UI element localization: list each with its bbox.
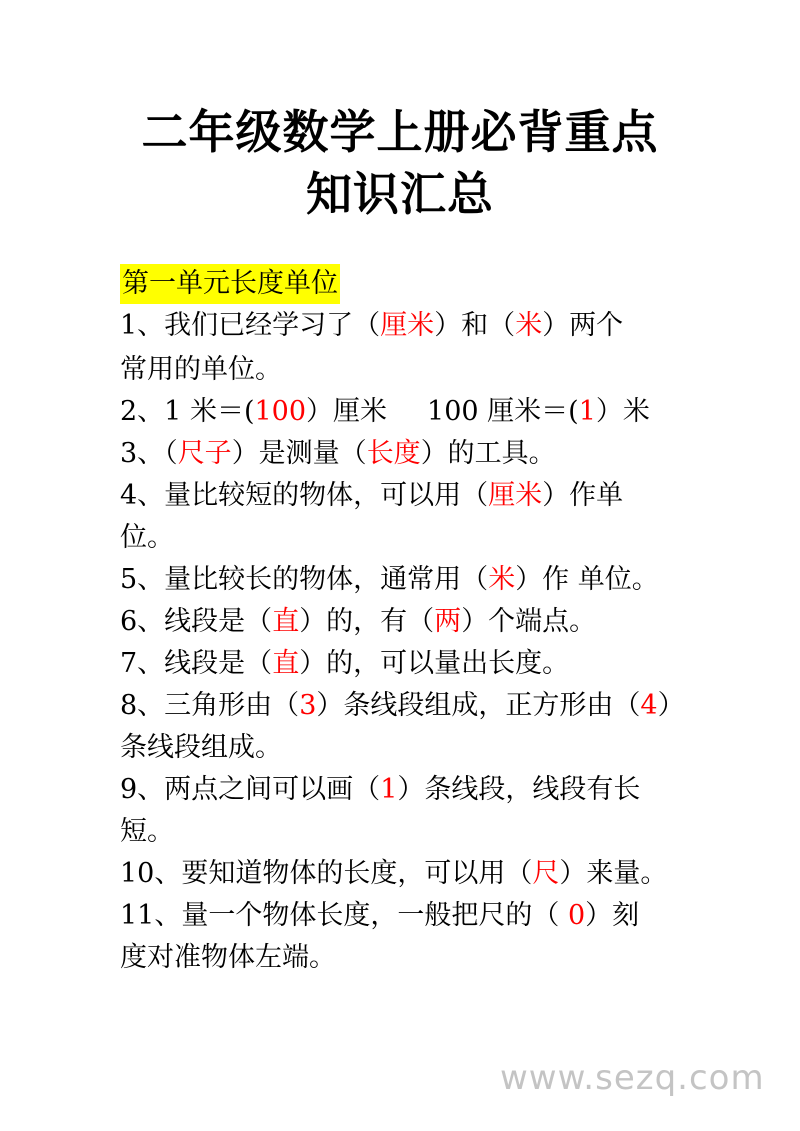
watermark: www.sezq.com bbox=[500, 1058, 765, 1098]
answer: 长度 bbox=[366, 438, 421, 469]
text: 度对准物体左端。 bbox=[120, 942, 336, 973]
item-11-line-1 bbox=[120, 896, 639, 936]
text: 100 厘米＝( bbox=[427, 396, 579, 427]
answer: 4 bbox=[640, 690, 658, 721]
answer: 尺子 bbox=[177, 438, 232, 469]
text: 10、要知道物体的长度，可以用（ bbox=[120, 858, 533, 889]
answer: 3 bbox=[299, 690, 317, 721]
item-11-line-2 bbox=[120, 938, 336, 978]
answer: 尺 bbox=[532, 858, 560, 889]
item-2 bbox=[120, 392, 650, 432]
text: ）条线段，线段有长 bbox=[397, 774, 641, 805]
answer: 两 bbox=[434, 606, 462, 637]
text: 8、三角形由（ bbox=[120, 690, 300, 721]
answer: 直 bbox=[272, 648, 300, 679]
item-1-line-1 bbox=[120, 306, 623, 346]
item-5 bbox=[120, 560, 659, 600]
page-title-line-1: 二年级数学上册必背重点 bbox=[141, 105, 659, 159]
text: 4、量比较短的物体，可以用（ bbox=[120, 480, 489, 511]
item-8-line-2 bbox=[120, 728, 282, 768]
answer: 1 bbox=[380, 774, 398, 805]
item-1-line-2 bbox=[120, 350, 282, 390]
text: ）条线段组成，正方形由（ bbox=[316, 690, 641, 721]
section-heading: 第一单元长度单位 bbox=[120, 264, 340, 304]
text: 9、两点之间可以画（ bbox=[120, 774, 381, 805]
item-4-line-1 bbox=[120, 476, 623, 516]
text: ） bbox=[657, 690, 685, 721]
text: ）来量。 bbox=[559, 858, 668, 889]
text: ）是测量（ bbox=[231, 438, 367, 469]
answer: 100 bbox=[254, 396, 307, 427]
text: 11、量一个物体长度，一般把尺的（ bbox=[120, 900, 568, 931]
text: ）作单 bbox=[542, 480, 624, 511]
text: ）刻 bbox=[585, 900, 640, 931]
text: 条线段组成。 bbox=[120, 732, 282, 763]
text: 7、线段是（ bbox=[120, 648, 273, 679]
answer: 厘米 bbox=[380, 310, 435, 341]
page-title-line-2: 知识汇总 bbox=[306, 167, 494, 221]
answer: 直 bbox=[272, 606, 300, 637]
text: 常用的单位。 bbox=[120, 354, 282, 385]
item-6 bbox=[120, 602, 596, 642]
text: 6、线段是（ bbox=[120, 606, 273, 637]
text: ）的，可以量出长度。 bbox=[299, 648, 570, 679]
text: ）和（ bbox=[434, 310, 516, 341]
text: ）两个 bbox=[542, 310, 624, 341]
answer: 米 bbox=[488, 564, 516, 595]
answer: 1 bbox=[578, 396, 596, 427]
item-10 bbox=[120, 854, 667, 894]
answer: 米 bbox=[515, 310, 543, 341]
text: 3、（ bbox=[120, 438, 178, 469]
answer: 0 bbox=[567, 900, 586, 931]
text: ）米 bbox=[595, 396, 650, 427]
text: 位。 bbox=[120, 522, 174, 553]
item-7 bbox=[120, 644, 569, 684]
text: ）个端点。 bbox=[461, 606, 597, 637]
item-8-line-1 bbox=[120, 686, 685, 726]
text: ）的，有（ bbox=[299, 606, 435, 637]
answer: 厘米 bbox=[488, 480, 543, 511]
text: ）的工具。 bbox=[420, 438, 556, 469]
text: 1、我们已经学习了（ bbox=[120, 310, 381, 341]
item-3 bbox=[120, 434, 556, 474]
text: ）厘米 bbox=[306, 396, 388, 427]
text: 5、量比较长的物体，通常用（ bbox=[120, 564, 489, 595]
item-4-line-2 bbox=[120, 518, 174, 558]
item-9-line-2 bbox=[120, 812, 174, 852]
text: ）作 单位。 bbox=[515, 564, 659, 595]
text: 短。 bbox=[120, 816, 174, 847]
item-9-line-1 bbox=[120, 770, 640, 810]
text: 2、1 米＝( bbox=[120, 396, 255, 427]
